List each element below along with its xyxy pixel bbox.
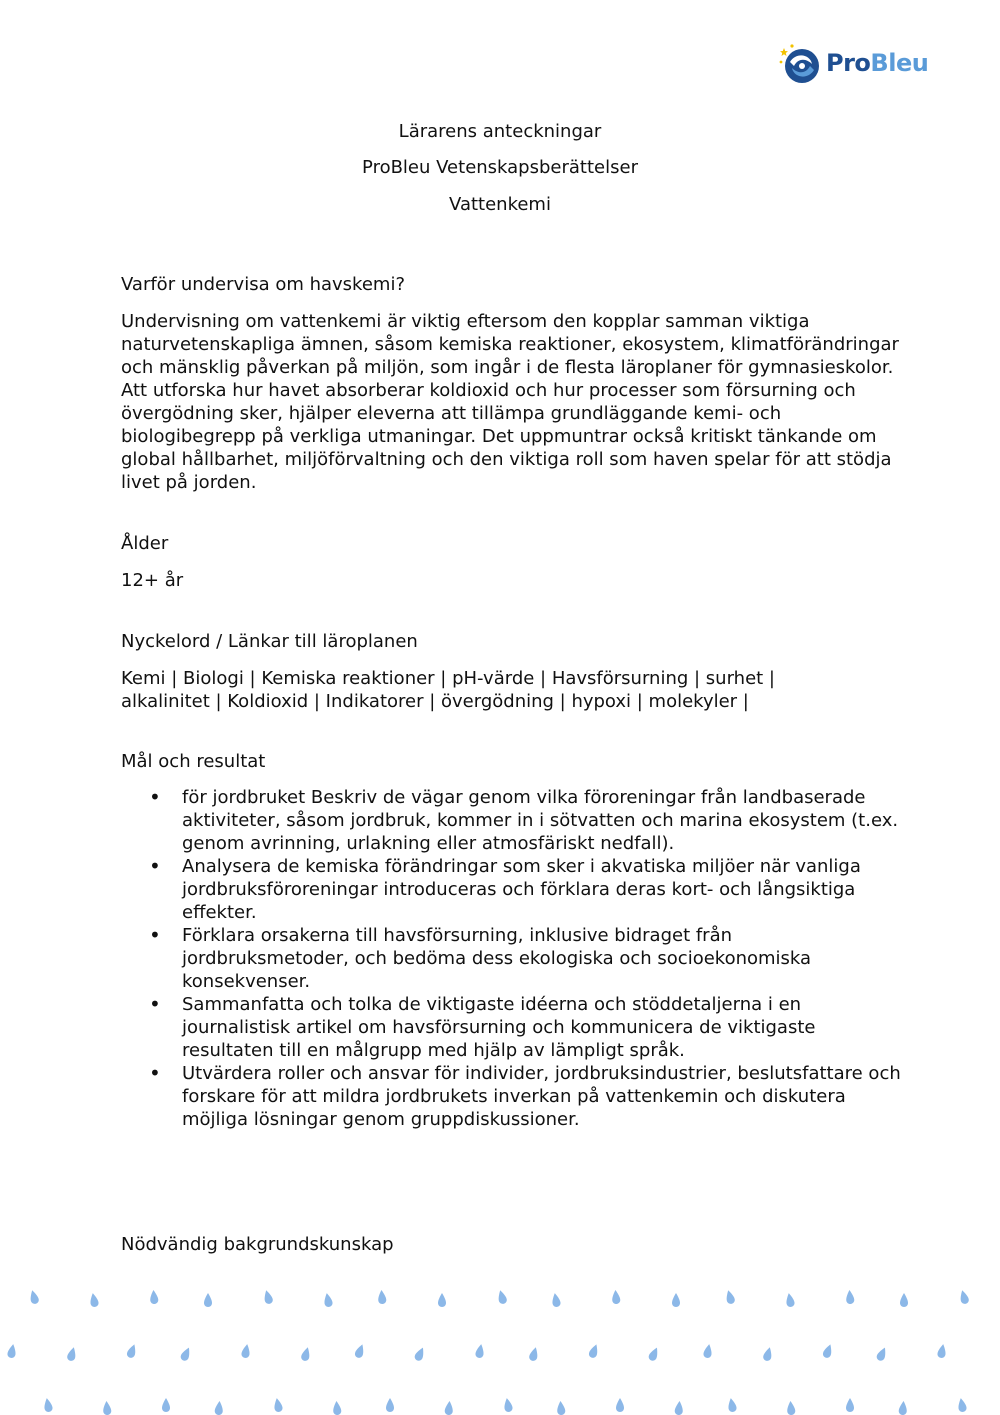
water-drop-icon <box>647 1346 660 1362</box>
probleu-swirl-logo-icon <box>778 42 822 86</box>
doc-series: ProBleu Vetenskapsberättelser <box>362 157 638 178</box>
doc-title: Lärarens anteckningar <box>398 121 602 142</box>
logo-wordmark <box>826 49 928 77</box>
keywords-text: Kemi | Biologi | Kemiska reaktioner | pH-värde | Havsförsurning | surhet | alkalinitet | Koldioxid | Indikatorer | övergödning | hypoxi | molekyler | <box>121 668 775 712</box>
why-heading: Varför undervisa om havskemi? <box>121 274 406 295</box>
age-value: 12+ år <box>121 570 184 591</box>
water-drop-icon <box>846 1398 854 1412</box>
water-drop-icon <box>354 1343 366 1359</box>
doc-topic: Vattenkemi <box>449 194 551 215</box>
water-drop-icon <box>273 1397 283 1412</box>
water-drop-icon <box>89 1292 99 1307</box>
water-drop-icon <box>262 1289 273 1305</box>
water-drop-icon <box>413 1346 426 1362</box>
water-drop-icon <box>66 1346 77 1362</box>
why-paragraph: Undervisning om vattenkemi är viktig eftersom den kopplar samman viktiga naturvetenskapliga ämnen, såsom kemiska reaktioner, ekosystem, klimatförändringar och mänsklig påverkan på miljön, som ingår i de flesta läroplaner för gymnasieskolor. Att utforska hur havet absorberar koldioxid och hur processer som försurning och övergödning sker, hjälper eleverna att tillämpa grundläggande kemi- och biologibegrepp på verkliga utmaningar. Det uppmuntrar också kritiskt tänkande om global hållbarhet, miljöförvaltning och den viktiga roll som haven spelar för att stödja livet på jorden. <box>121 311 899 493</box>
water-drop-icon <box>438 1293 446 1307</box>
keywords-heading: Nyckelord / Länkar till läroplanen <box>121 631 418 652</box>
water-drop-icon <box>672 1293 680 1307</box>
logo-pro: Pro <box>826 49 871 77</box>
water-drop-icon <box>204 1293 212 1307</box>
water-drop-icon <box>785 1292 795 1307</box>
water-drop-icon <box>822 1343 834 1359</box>
water-drop-icon <box>162 1398 170 1412</box>
list-item: • Utvärdera roller och ansvar för individer, jordbruksindustrier, beslutsfattare och forskare för att mildra jordbrukets inverkan på vattenkemin och diskutera möjliga lösningar genom gruppdiskussioner. <box>121 1062 901 1131</box>
water-drop-icon <box>937 1343 947 1358</box>
water-drop-icon <box>444 1401 453 1415</box>
water-drop-icon <box>727 1397 737 1412</box>
water-drop-icon <box>28 1289 39 1305</box>
water-drop-icon <box>377 1290 386 1305</box>
water-drop-icon <box>43 1397 53 1412</box>
water-drop-icon <box>898 1401 907 1415</box>
water-drop-icon <box>674 1401 683 1415</box>
water-drop-icon <box>179 1346 192 1362</box>
water-drop-icon <box>503 1397 513 1412</box>
water-drop-icon <box>126 1343 138 1359</box>
list-item: • Analysera de kemiska förändringar som sker i akvatiska miljöer när vanliga jordbruksföroreningar introduceras och förklara deras kort- och långsiktiga effekter. <box>121 855 901 924</box>
water-drop-icon <box>386 1398 394 1412</box>
water-drop-icon <box>724 1289 735 1305</box>
goals-heading: Mål och resultat <box>121 751 266 772</box>
list-item: • Sammanfatta och tolka de viktigaste idéerna och stöddetaljerna i en journalistisk artikel om havsförsurning och kommunicera de viktigaste resultaten till en målgrupp med hjälp av lämpligt språk. <box>121 993 901 1062</box>
background-heading: Nödvändig bakgrundskunskap <box>121 1234 394 1255</box>
water-drop-icon <box>496 1289 507 1305</box>
water-drop-icon <box>7 1343 17 1358</box>
water-drop-icon <box>957 1397 967 1412</box>
water-drop-icon <box>300 1346 311 1362</box>
water-drop-icon <box>616 1398 624 1412</box>
water-drop-icon <box>214 1401 223 1415</box>
goals-list <box>121 786 901 1131</box>
water-drop-icon <box>845 1290 854 1305</box>
probleu-logo <box>778 42 928 86</box>
water-drop-icon <box>556 1401 565 1415</box>
water-drop-icon <box>762 1346 773 1362</box>
water-drop-icon <box>703 1343 713 1358</box>
list-item: • Förklara orsakerna till havsförsurning, inklusive bidraget från jordbruksmetoder, och bedöma dess ekologiska och socioekonomiska konsekvenser. <box>121 924 901 993</box>
water-drop-icon <box>958 1289 969 1305</box>
water-drop-icon <box>323 1292 333 1307</box>
water-drop-icon <box>588 1343 600 1359</box>
water-drop-icon <box>551 1292 561 1307</box>
water-drop-icon <box>241 1343 251 1358</box>
logo-bleu: Bleu <box>870 49 929 77</box>
water-drop-icon <box>528 1346 539 1362</box>
water-drop-row <box>7 1289 970 1415</box>
age-heading: Ålder <box>121 533 169 554</box>
water-drop-icon <box>102 1401 111 1415</box>
water-drop-icon <box>611 1290 620 1305</box>
water-drop-icon <box>900 1293 908 1307</box>
water-drop-icon <box>475 1343 485 1358</box>
water-drop-icon <box>332 1401 341 1415</box>
list-item: • för jordbruket Beskriv de vägar genom vilka föroreningar från landbaserade aktiviteter, såsom jordbruk, kommer in i sötvatten och marina ekosystem (t.ex. genom avrinning, urlakning eller atmosfäriskt nedfall). <box>121 786 901 855</box>
water-drop-icon <box>149 1290 158 1305</box>
water-drop-icon <box>875 1346 888 1362</box>
water-drop-pattern <box>0 1280 1000 1415</box>
water-drop-icon <box>786 1401 795 1415</box>
